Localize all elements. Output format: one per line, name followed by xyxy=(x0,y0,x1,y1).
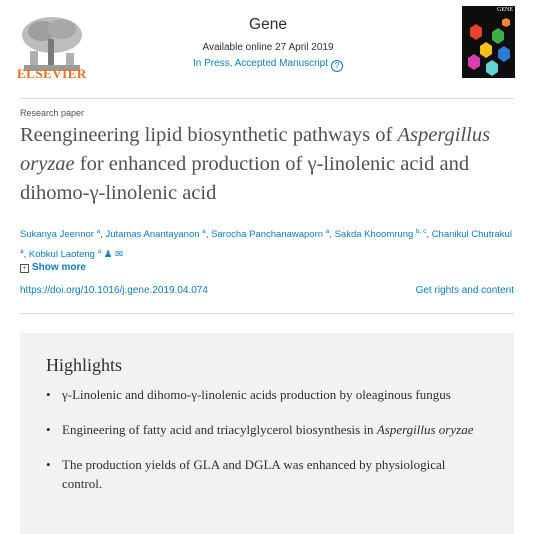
manuscript-status-label[interactable]: In Press, Accepted Manuscript xyxy=(192,58,329,69)
author-name[interactable]: Chanikul Chutrakul xyxy=(431,229,512,241)
author-link[interactable] xyxy=(335,229,427,240)
author-name[interactable]: Sakda Khoomrung xyxy=(334,229,414,241)
highlight-item xyxy=(46,385,486,404)
highlight-item xyxy=(46,455,486,493)
show-more-label[interactable]: Show more xyxy=(32,262,86,273)
author-affiliation[interactable]: a xyxy=(96,228,101,235)
journal-info xyxy=(150,16,386,72)
author-affiliation[interactable]: b, c xyxy=(415,228,427,235)
author-affiliation[interactable]: a xyxy=(325,228,330,235)
author-link[interactable] xyxy=(29,249,123,260)
highlights-panel xyxy=(20,333,514,534)
available-date: Available online 27 April 2019 xyxy=(202,42,334,53)
expand-plus-icon: + xyxy=(20,264,29,273)
author-name[interactable]: Kobkul Laoteng xyxy=(28,249,95,261)
author-list: Sukanya Jeennor $^a$, Jutamas Anantayanon $^a$, Sarocha Panchanawaporn $^a$, Sakda Khoomrung $^{b, c}$, Chanikul Chutrakul $^a$, Kobkul Laoteng $^a$ ♟ ✉ xyxy=(20,228,512,261)
cover-artwork xyxy=(462,6,515,78)
article-title xyxy=(20,121,514,208)
author-link[interactable] xyxy=(20,229,100,240)
author-affiliation[interactable]: a xyxy=(202,228,206,235)
highlight-item xyxy=(46,420,486,439)
title-part-2: for enhanced production of γ-linolenic acid and dihomo-γ-linolenic acid xyxy=(20,153,470,204)
doi-link[interactable]: https://doi.org/10.1016/j.gene.2019.04.074 xyxy=(20,285,208,296)
author-link[interactable] xyxy=(211,229,329,240)
highlight-text: γ-Linolenic and dihomo-γ-linolenic acids production by oleaginous fungus xyxy=(62,387,451,402)
title-part-1: Reengineering lipid biosynthetic pathways of xyxy=(20,124,398,146)
cover-label: GENE xyxy=(497,7,513,13)
journal-cover-image[interactable] xyxy=(462,6,515,78)
highlight-text: Engineering of fatty acid and triacylglycerol biosynthesis in xyxy=(62,422,377,437)
author-name[interactable]: Sarocha Panchanawaporn xyxy=(211,229,324,241)
journal-title[interactable]: Gene xyxy=(249,16,287,33)
highlight-italic: Aspergillus oryzae xyxy=(376,422,474,437)
author-name[interactable]: Sukanya Jeennor xyxy=(20,229,94,241)
title-organism: Aspergillus oryzae xyxy=(20,124,491,175)
person-icon[interactable]: ♟ xyxy=(103,249,113,261)
show-more-button[interactable] xyxy=(20,262,86,273)
highlights-list xyxy=(46,385,486,509)
manuscript-status[interactable] xyxy=(150,58,386,72)
envelope-icon[interactable]: ✉ xyxy=(115,249,123,261)
highlights-title: Highlights xyxy=(46,355,123,375)
rights-link[interactable]: Get rights and content xyxy=(415,285,514,296)
publisher-name: ELSEVIER xyxy=(17,66,87,81)
author-link[interactable] xyxy=(106,229,206,240)
header-divider xyxy=(20,98,514,99)
highlight-text: The production yields of GLA and DGLA was enhanced by physiological control. xyxy=(62,457,446,491)
content-divider xyxy=(20,313,514,314)
question-circle-icon[interactable]: ? xyxy=(331,60,343,72)
author-affiliation[interactable]: a xyxy=(20,248,24,256)
page-header xyxy=(0,0,534,100)
article-type: Research paper xyxy=(20,108,85,118)
author-name[interactable]: Jutamas Anantayanon xyxy=(105,229,200,241)
author-affiliation[interactable]: a xyxy=(97,248,102,256)
